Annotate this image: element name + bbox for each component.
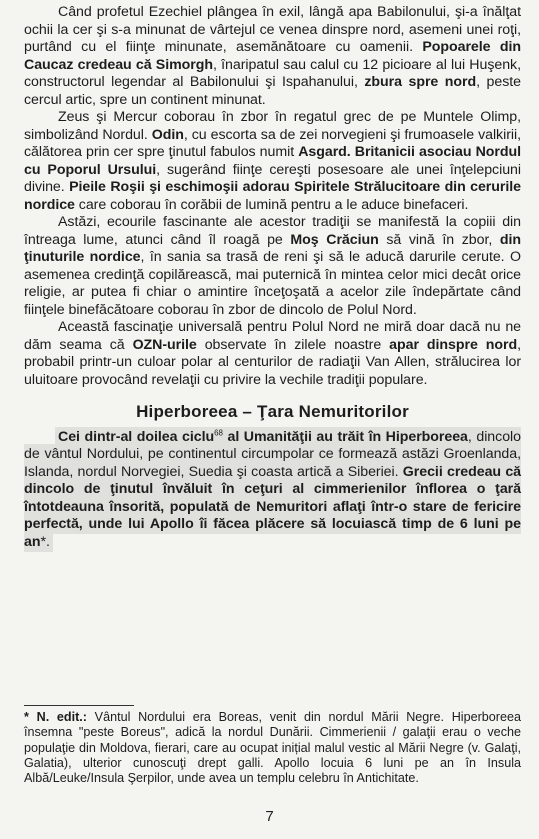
- footnote: * N. edit.: Vântul Nordului era Boreas, venit din nordul Mării Negre. Hiperboreea însemna "peste Boreus", adică la nordul Dunării. Cimmerienii / galaţii erau o veche populaţie din Moldova, fierari, care au ocupat inițial malul vestic al Mării Negre (v. Galaţi, Galatia), ulterior cunoscuţi drept galli. Apollo locuia 6 luni pe an în Insula Albă/Leuke/Insula Şerpilor, unde avea un templu celebru în Antichitate.: [24, 710, 522, 786]
- paragraph-hiperboreea: [24, 429, 521, 552]
- shaded-highlight: Cei dintr-al doilea ciclu$^{68}$ al Umanităţii au trăit în Hiperboreea, dincolo de vântul Nordului, pe continentul circumpolar ce formează astăzi Groenlanda, Islanda, nordul Norvegiei, Suedia şi coasta artică a Siberiei. Grecii credeau că dincolo de ţinutul învăluit în ceţuri al cimmerienilor înflorea o ţară întotdeauna însorită, populată de Nemuritori aflaţi într-o stare de fericire perfectă, unde lui Apollo îi făcea plăcere să locuiască timp de 6 luni pe an*.: [24, 427, 522, 550]
- paragraph-mos-craciun: Astăzi, ecourile fascinante ale acestor tradiţii se manifestă la copiii din întreaga lume, atunci când îl roagă pe Moş Crăciun să vină în zbor, din ţinuturile nordice, în sania sa trasă de reni şi să le aducă darurile cerute. O asemenea credinţă copilărească, mai puternică în mintea celor mici decât orice religie, ar putea fi chiar o amintire înceţoşată a acelor zile îndepărtate când fiinţele binefăcătoare coborau în zbor de dincolo de Polul Nord.: [24, 214, 521, 318]
- paragraph-zeus: Zeus şi Mercur coborau în zbor în regatul grec de pe Muntele Olimp, simbolizând Nordul. Odin, cu escorta sa de zei norvegieni şi frumoasele valkirii, călătorea prin cer spre ţinutul fabulos numit Asgard. Britanicii asociau Nordul cu Poporul Ursului, sugerând fiinţe cereşti posesoare ale unei înţelepciuni divine. Pieile Roşii şi eschimoşii adorau Spiritele Strălucitoare din cerurile nordice care coborau în corăbii de lumină pentru a le aduce binefaceri.: [24, 109, 521, 213]
- section-title: Hiperboreea – Ţara Nemuritorilor: [136, 402, 409, 421]
- footnote-ref: 68: [214, 427, 223, 437]
- paragraph-ezechiel: Când profetul Ezechiel plângea în exil, lângă apa Babilonului, şi-a înălţat ochii la cer şi s-a minunat de vârtejul ce venea dinspre nord, asemeni unei roţi, purtând cu el fiinţe minunate, asemănătoare cu oamenii. Popoarele din Caucaz credeau că Simorgh, înaripatul sau calul cu 12 picioare al lui Huşenk, constructorul legendar al Babilonului şi Ispahanului, zbura spre nord, peste cercul artic, spre un continent minunat.: [24, 4, 521, 108]
- paragraph-ozn: Această fascinaţie universală pentru Polul Nord ne miră doar dacă nu ne dăm seama că OZN-urile observate în zilele noastre apar dinspre nord, probabil printr-un culoar polar al centurilor de radiaţii Van Allen, strălucirea lor uluitoare provocând revelaţii cu privire la vechile tradiţii populare.: [24, 319, 521, 388]
- body-text: [24, 4, 521, 551]
- page-number: 7: [265, 808, 274, 825]
- footnote-rule: [24, 705, 134, 706]
